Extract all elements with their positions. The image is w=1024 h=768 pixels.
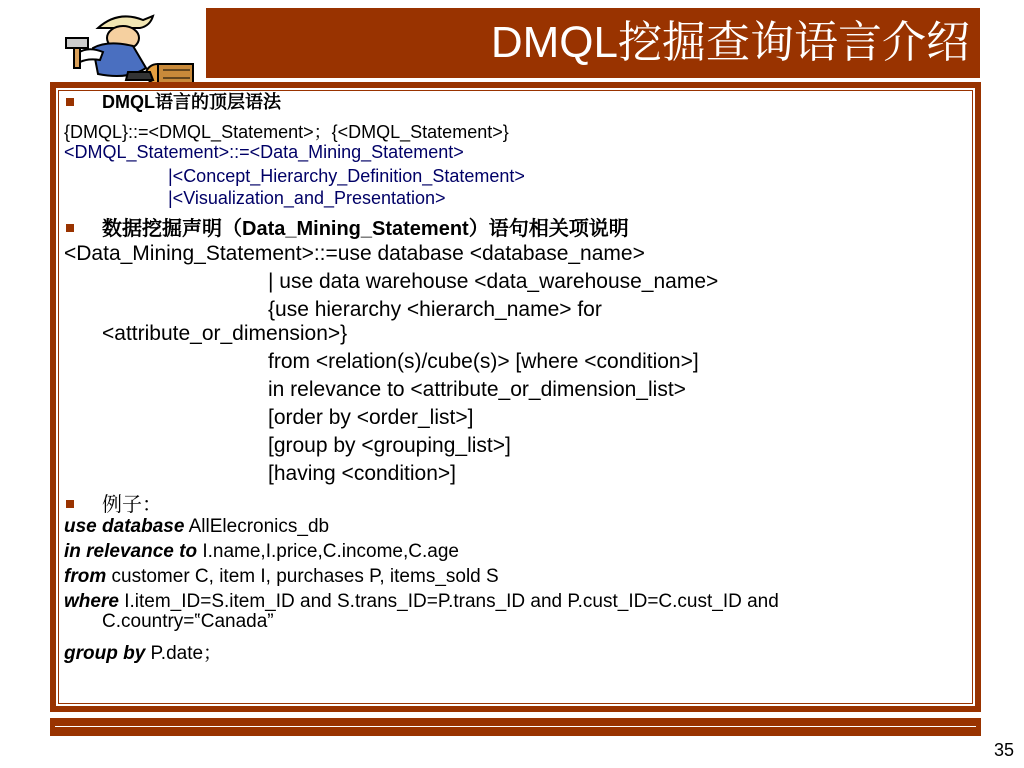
bottom-bar-line xyxy=(55,726,976,727)
bullet-icon xyxy=(66,98,74,106)
example-keyword: from xyxy=(64,566,107,587)
section2-line9: [having <condition>] xyxy=(268,462,456,485)
section1-heading-rest: 语言的顶层语法 xyxy=(155,92,281,112)
mascot-logo-graphic xyxy=(58,8,203,88)
example-text: AllElecronics_db xyxy=(184,516,330,537)
section1-heading-bold: DMQL xyxy=(102,92,155,112)
example-line1 xyxy=(64,516,329,538)
section2-line4: <attribute_or_dimension>} xyxy=(102,322,348,345)
section2-line1: <Data_Mining_Statement>::=use database <database_name> xyxy=(64,242,645,265)
example-text: I.item_ID=S.item_ID and S.trans_ID=P.trans_ID and P.cust_ID=C.cust_ID and xyxy=(118,591,779,612)
section2-heading: 数据挖掘声明（Data_Mining_Statement）语句相关项说明 xyxy=(102,218,629,240)
section1-line4: |<Visualization_and_Presentation> xyxy=(168,188,446,208)
mascot-logo xyxy=(58,8,203,88)
example-keyword: in relevance to xyxy=(64,541,198,562)
section1-line2: <DMQL_Statement>::=<Data_Mining_Statement> xyxy=(64,142,464,162)
title-bar xyxy=(206,8,980,78)
bullet-icon xyxy=(66,224,74,232)
example-line3 xyxy=(64,566,499,588)
example-text: customer C, item I, purchases P, items_sold S xyxy=(106,566,499,587)
section2-line8: [group by <grouping_list>] xyxy=(268,434,511,457)
section1-line1: {DMQL}::=<DMQL_Statement>；{<DMQL_Statement>} xyxy=(64,122,509,142)
section3-heading: 例子： xyxy=(102,494,162,516)
example-keyword: use database xyxy=(64,516,185,537)
section2-line7: [order by <order_list>] xyxy=(268,406,474,429)
example-keyword: where xyxy=(64,591,119,612)
page-title: DMQL挖掘查询语言介绍 xyxy=(490,18,970,67)
example-line5 xyxy=(64,638,222,665)
section1-heading xyxy=(102,88,281,114)
bottom-bar xyxy=(50,718,981,736)
example-text: I.name,I.price,C.income,C.age xyxy=(197,541,459,562)
section2-line2: | use data warehouse <data_warehouse_name> xyxy=(268,270,719,293)
example-text: P.date； xyxy=(145,643,223,664)
page-number: 35 xyxy=(993,740,1014,760)
example-line4 xyxy=(64,591,779,613)
example-line2 xyxy=(64,541,459,563)
section2-line3: {use hierarchy <hierarch_name> for xyxy=(268,298,602,321)
section2-line5: from <relation(s)/cube(s)> [where <condition>] xyxy=(268,350,699,373)
bullet-icon xyxy=(66,500,74,508)
example-keyword: group by xyxy=(64,643,146,664)
section2-line6: in relevance to <attribute_or_dimension_list> xyxy=(268,378,686,401)
section1-line3: |<Concept_Hierarchy_Definition_Statement> xyxy=(168,166,525,186)
example-line4-cont: C.country=‟Canada” xyxy=(102,611,274,632)
